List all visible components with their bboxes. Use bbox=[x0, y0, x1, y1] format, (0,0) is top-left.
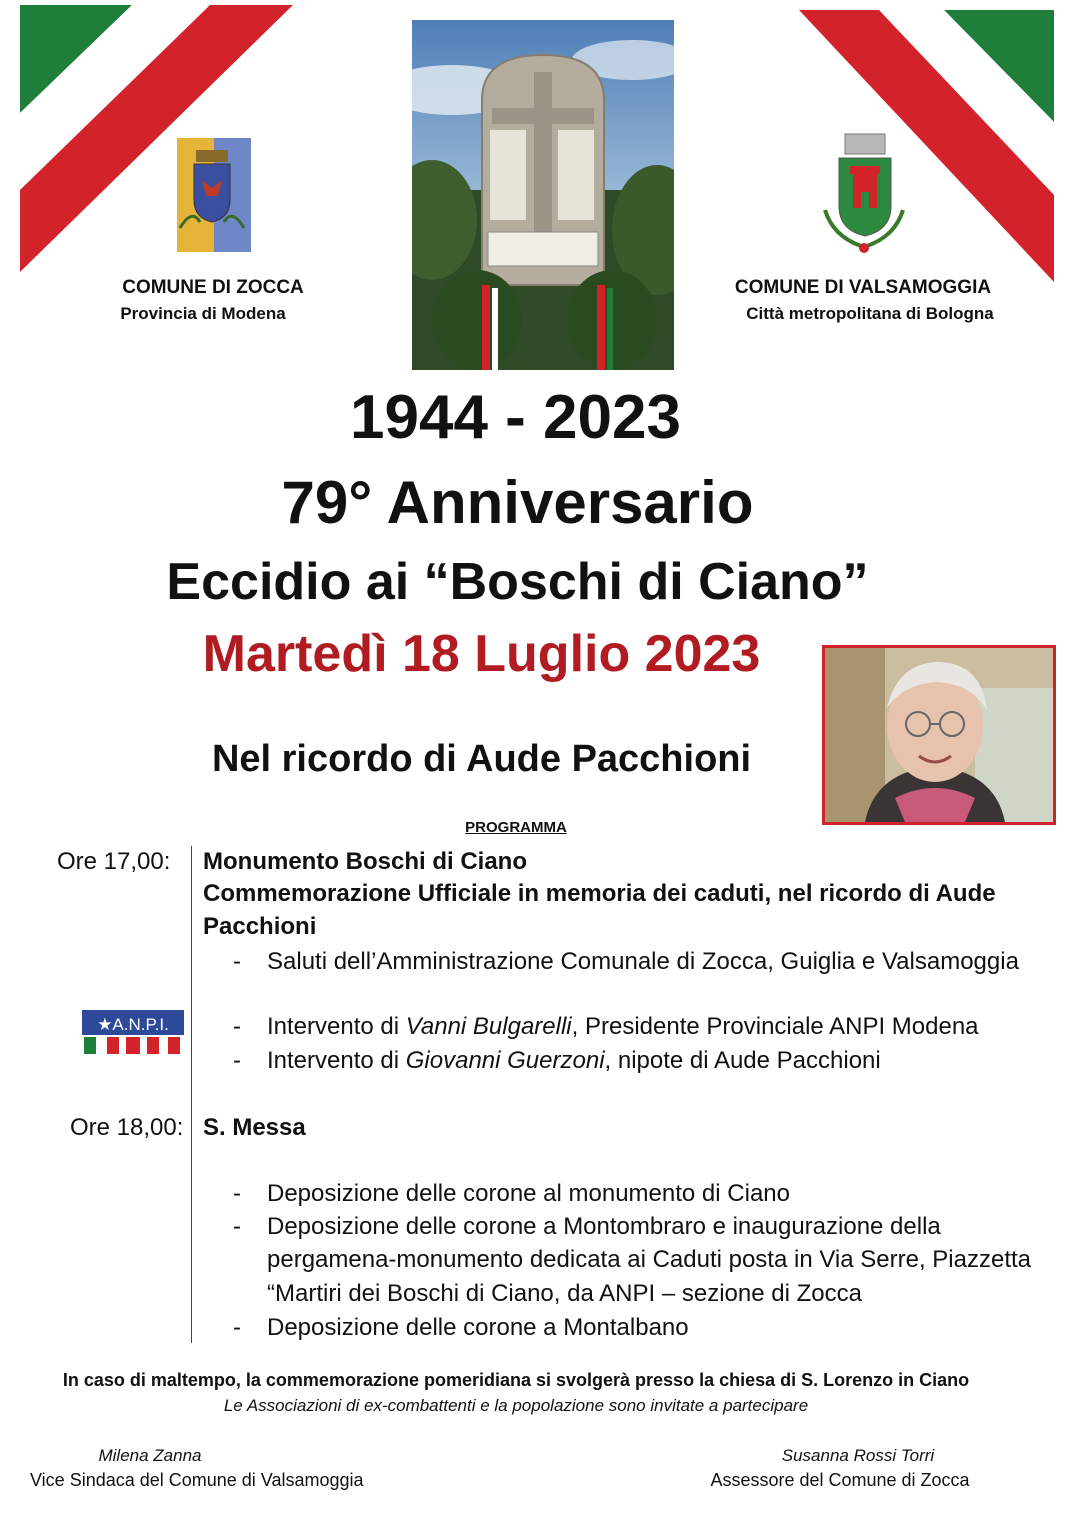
program-item-saluti bbox=[203, 948, 1019, 976]
item-text: Intervento di bbox=[267, 1047, 406, 1074]
invitation-note: Le Associazioni di ex-combattenti e la popolazione sono invitate a partecipare bbox=[223, 1396, 809, 1415]
speaker-name: Giovanni Guerzoni bbox=[405, 1047, 605, 1074]
second-event-title: S. Messa bbox=[203, 1114, 306, 1141]
right-signatory-name: Susanna Rossi Torri bbox=[781, 1446, 935, 1465]
item-text-after: , nipote di Aude Pacchioni bbox=[604, 1047, 881, 1074]
zocca-coat-of-arms bbox=[172, 136, 252, 254]
program-item-guerzoni bbox=[203, 1047, 881, 1075]
first-event-description: Commemorazione Ufficiale in memoria dei caduti, nel ricordo di Aude bbox=[203, 880, 996, 907]
item-text: Deposizione delle corone a Montombraro e inaugurazione della bbox=[267, 1213, 941, 1240]
left-comune-province: Provincia di Modena bbox=[120, 304, 286, 323]
item-text: Intervento di bbox=[267, 1013, 406, 1040]
left-signatory-role: Vice Sindaca del Comune di Valsamoggia bbox=[30, 1470, 364, 1490]
anniversary-title: 79° Anniversario bbox=[281, 469, 754, 536]
first-event-place: Monumento Boschi di Ciano bbox=[203, 848, 527, 875]
second-event-time: Ore 18,00: bbox=[70, 1114, 184, 1141]
item-dash: - bbox=[233, 1314, 241, 1341]
right-comune-name: COMUNE DI VALSAMOGGIA bbox=[734, 277, 992, 298]
left-comune-name: COMUNE DI ZOCCA bbox=[122, 277, 304, 298]
program-item-bulgarelli bbox=[203, 1013, 979, 1041]
program-item-corone-ciano bbox=[203, 1180, 790, 1208]
monument-photo bbox=[412, 20, 674, 370]
event-title: Eccidio ai “Boschi di Ciano” bbox=[166, 553, 869, 611]
first-event-description-cont: Pacchioni bbox=[203, 913, 317, 940]
valsamoggia-coat-of-arms bbox=[817, 130, 911, 260]
item-dash: - bbox=[233, 1013, 241, 1040]
memory-dedication: Nel ricordo di Aude Pacchioni bbox=[211, 738, 752, 780]
item-dash: - bbox=[233, 1180, 241, 1207]
item-text-after: , Presidente Provinciale ANPI Modena bbox=[571, 1013, 979, 1040]
anpi-logo bbox=[82, 1010, 184, 1056]
aude-pacchioni-portrait bbox=[822, 645, 1056, 825]
anpi-logo-text: ★A.N.P.I. bbox=[97, 1015, 169, 1034]
right-signatory-role: Assessore del Comune di Zocca bbox=[710, 1470, 970, 1490]
event-years: 1944 - 2023 bbox=[350, 383, 681, 452]
program-item-continuation: pergamena-monumento dedicata ai Caduti posta in Via Serre, Piazzetta bbox=[267, 1246, 1032, 1273]
left-signatory-name: Milena Zanna bbox=[98, 1446, 202, 1465]
event-date: Martedì 18 Luglio 2023 bbox=[202, 625, 761, 683]
weather-notice: In caso di maltempo, la commemorazione pomeridiana si svolgerà presso la chiesa di S. Lorenzo in Ciano bbox=[62, 1370, 970, 1390]
first-event-time: Ore 17,00: bbox=[57, 848, 171, 875]
item-text: Saluti dell’Amministrazione Comunale di Zocca, Guiglia e Valsamoggia bbox=[267, 948, 1019, 975]
item-text: Deposizione delle corone al monumento di Ciano bbox=[267, 1180, 790, 1207]
item-dash: - bbox=[233, 1047, 241, 1074]
program-heading: PROGRAMMA bbox=[465, 819, 567, 836]
program-item-corone-montalbano bbox=[203, 1314, 689, 1342]
item-dash: - bbox=[233, 1213, 241, 1240]
tricolor-left-corner-decoration bbox=[0, 0, 300, 275]
speaker-name: Vanni Bulgarelli bbox=[405, 1013, 572, 1040]
program-item-continuation: “Martiri dei Boschi di Ciano, da ANPI – sezione di Zocca bbox=[267, 1280, 862, 1307]
program-divider bbox=[191, 846, 192, 1343]
program-item-corone-montombraro bbox=[203, 1213, 941, 1241]
right-comune-metro: Città metropolitana di Bologna bbox=[746, 304, 994, 323]
item-dash: - bbox=[233, 948, 241, 975]
item-text: Deposizione delle corone a Montalbano bbox=[267, 1314, 689, 1341]
